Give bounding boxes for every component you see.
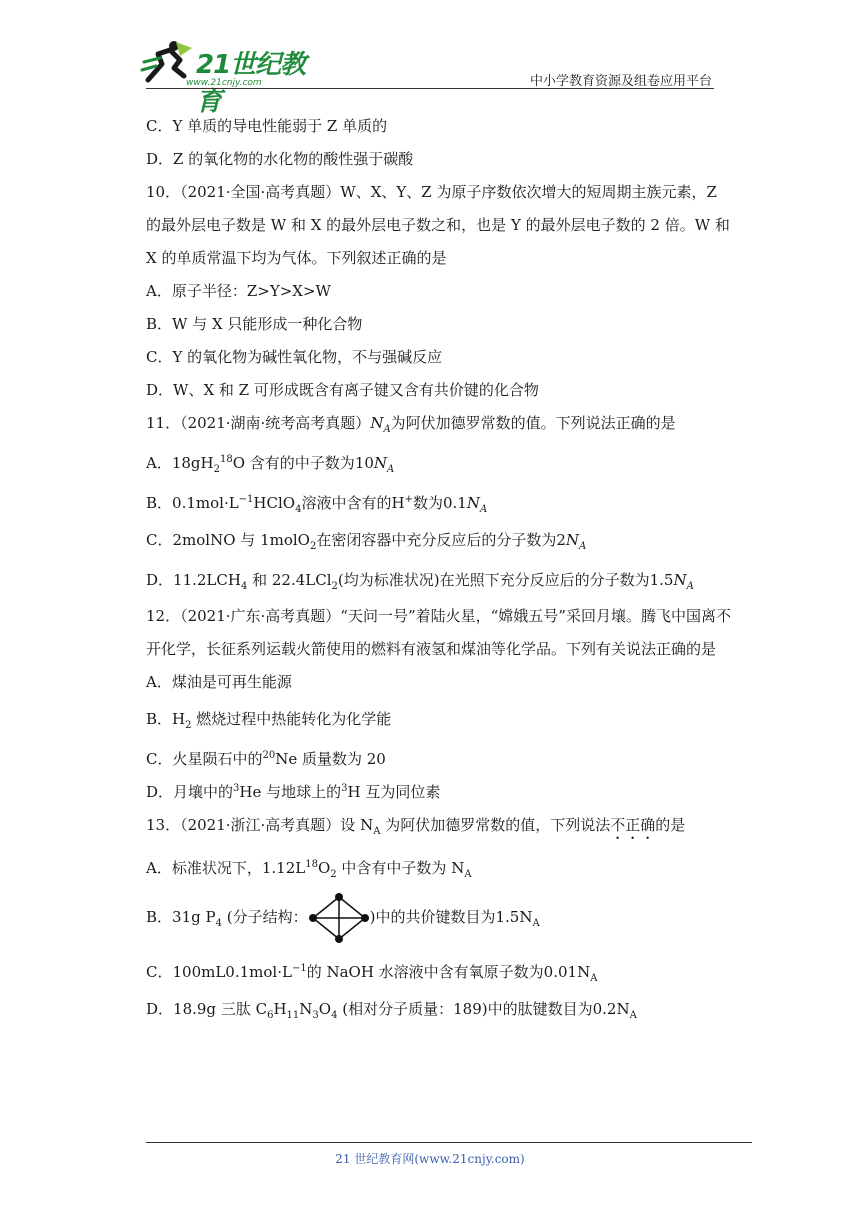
- q10-option-d: D．W、X 和 Z 可形成既含有离子键又含有共价键的化合物: [146, 381, 539, 399]
- q13-option-c: C．$100mL0.1mol\cdot L^{-1}$的 NaOH 水溶液中含有氧原子数为$0.01N_A$: [146, 963, 598, 984]
- emphasis-not-correct: 不正确: [610, 816, 656, 834]
- q11-option-d: D．$11.2LCH_4$ 和 22.4LCl$_2$(均为标准状况)在光照下充分反应后的分子数为$1.5N_A$: [146, 571, 694, 592]
- q12-option-d: D．月壤中的$^3$He 与地球上的$^3$H 互为同位素: [146, 783, 441, 801]
- footer-source[interactable]: 21 世纪教育网(www.21cnjy.com): [335, 1152, 525, 1166]
- q13-stem: 13．（2021·浙江·高考真题）设 $N_A$ 为阿伏加德罗常数的值，下列说法不正确的是: [146, 816, 686, 837]
- header-divider: [146, 88, 714, 89]
- q9-option-c: C．Y 单质的导电性能弱于 Z 单质的: [146, 117, 388, 135]
- q12-option-b: B．$H_2$ 燃烧过程中热能转化为化学能: [146, 710, 392, 731]
- q11-option-a: A．$18gH_2^{18}O$ 含有的中子数为$10N_A$: [146, 454, 395, 475]
- q10-stem-line1: 10．（2021·全国·高考真题）W、X、Y、Z 为原子序数依次增大的短周期主族元素，Z: [146, 183, 717, 201]
- q13-option-d: D．18.9g 三肽 $C_6H_{11}N_3O_4$ (相对分子质量：189)中的肽键数目为$0.2N_A$: [146, 1000, 637, 1021]
- q12-stem-line2: 开化学，长征系列运载火箭使用的燃料有液氢和煤油等化学品。下列有关说法正确的是: [146, 640, 717, 658]
- na-symbol: $N_A$: [370, 414, 391, 435]
- q10-option-b: B．W 与 X 只能形成一种化合物: [146, 315, 363, 333]
- q12-option-a: A．煤油是可再生能源: [146, 673, 292, 691]
- q11-stem-post: 为阿伏加德罗常数的值。下列说法正确的是: [390, 414, 676, 432]
- p4-tetrahedron-diagram: [308, 892, 370, 944]
- logo-url: www.21cnjy.com: [186, 78, 262, 88]
- platform-title: 中小学教育资源及组卷应用平台: [529, 74, 712, 89]
- q11-option-c: C．2molNO 与 1molO$_2$在密闭容器中充分反应后的分子数为$2N_A$: [146, 531, 587, 552]
- q12-option-c: C．火星陨石中的$^{20}$Ne 质量数为 20: [146, 750, 386, 768]
- q9-option-d: D．Z 的氧化物的水化物的酸性强于碳酸: [146, 150, 414, 168]
- q13-option-a: A．标准状况下，$1.12L^{18}O_2$ 中含有中子数为 $N_A$: [146, 859, 472, 880]
- q10-option-a: A．原子半径：Z>Y>X>W: [146, 282, 331, 300]
- q10-option-c: C．Y 的氧化物为碱性氧化物，不与强碱反应: [146, 348, 443, 366]
- page-header: [0, 0, 860, 117]
- q10-stem-line2: 的最外层电子数是 W 和 X 的最外层电子数之和，也是 Y 的最外层电子数的 2 倍。W 和: [146, 216, 730, 234]
- q10-stem-line3: X 的单质常温下均为气体。下列叙述正确的是: [146, 249, 447, 267]
- q13-option-b: B．31g $P_4$ (分子结构： )中的共价键数目为$1.5N_A$: [146, 885, 726, 949]
- logo-text: 21世纪教育: [196, 50, 306, 117]
- q11-stem-pre: 11．（2021·湖南·统考高考真题）: [146, 414, 371, 432]
- footer-divider: [146, 1142, 752, 1143]
- question-content: [146, 110, 731, 1029]
- q12-stem-line1: 12．（2021·广东·高考真题）“天问一号”着陆火星，“嫦娥五号”采回月壤。腾飞中国离不: [146, 607, 731, 625]
- q11-stem: [146, 407, 726, 440]
- q11-option-b: B．$0.1mol\cdot L^{-1}HClO_4$溶液中含有的H+数为$0.1N_A$: [146, 494, 488, 515]
